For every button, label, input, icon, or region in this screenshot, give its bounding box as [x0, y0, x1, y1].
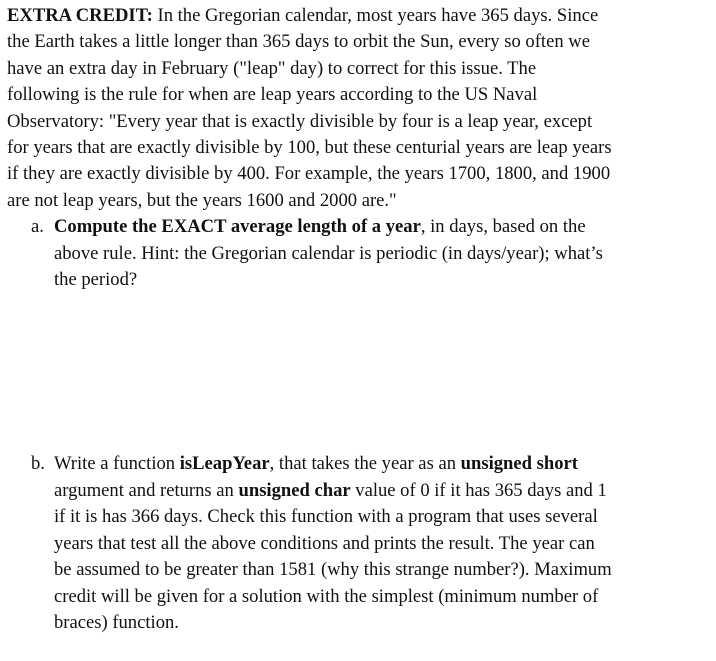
part-a-text: , in days, based on the above rule. Hint: the Gregorian calendar is periodic (in days/year); what’s the period?	[54, 216, 603, 291]
part-b-return-type: unsigned char	[238, 479, 351, 501]
part-b-text-1: Write a function	[54, 453, 180, 475]
part-b-text-4: value of 0 if it has 365 days and 1 if it is has 366 days. Check this function with a program that uses several years that test all the above conditions and prints the result. The year can be assumed to be greater than 1581 (why this strange number?). Maximum credit will be given for a solution with the simplest (minimum number of braces) function.	[54, 479, 612, 633]
part-a	[7, 214, 707, 293]
problem-document	[7, 3, 707, 636]
part-b-text-2: , that takes the year as an	[269, 453, 461, 475]
part-a-marker: a.	[31, 216, 44, 238]
part-b-marker: b.	[31, 453, 45, 475]
intro-paragraph	[7, 3, 707, 214]
part-b-text-3: argument and returns an	[54, 479, 234, 501]
part-b	[7, 451, 707, 636]
part-b-arg-type: unsigned short	[460, 453, 578, 475]
part-b-function-name: isLeapYear	[179, 453, 270, 475]
intro-text: In the Gregorian calendar, most years have 365 days. Since the Earth takes a little longer than 365 days to orbit the Sun, every so often we have an extra day in February ("leap" day) to correct for this issue. The following is the rule for when are leap years according to the US Naval Observatory: "Every year that is exactly divisible by four is a leap year, except for years that are exactly divisible by 100, but these centurial years are leap years if they are exactly divisible by 400. For example, the years 1700, 1800, and 1900 are not leap years, but the years 1600 and 2000 are."	[7, 5, 612, 211]
extra-credit-heading: EXTRA CREDIT:	[7, 5, 153, 26]
part-a-bold-text: Compute the EXACT average length of a year	[54, 216, 421, 238]
